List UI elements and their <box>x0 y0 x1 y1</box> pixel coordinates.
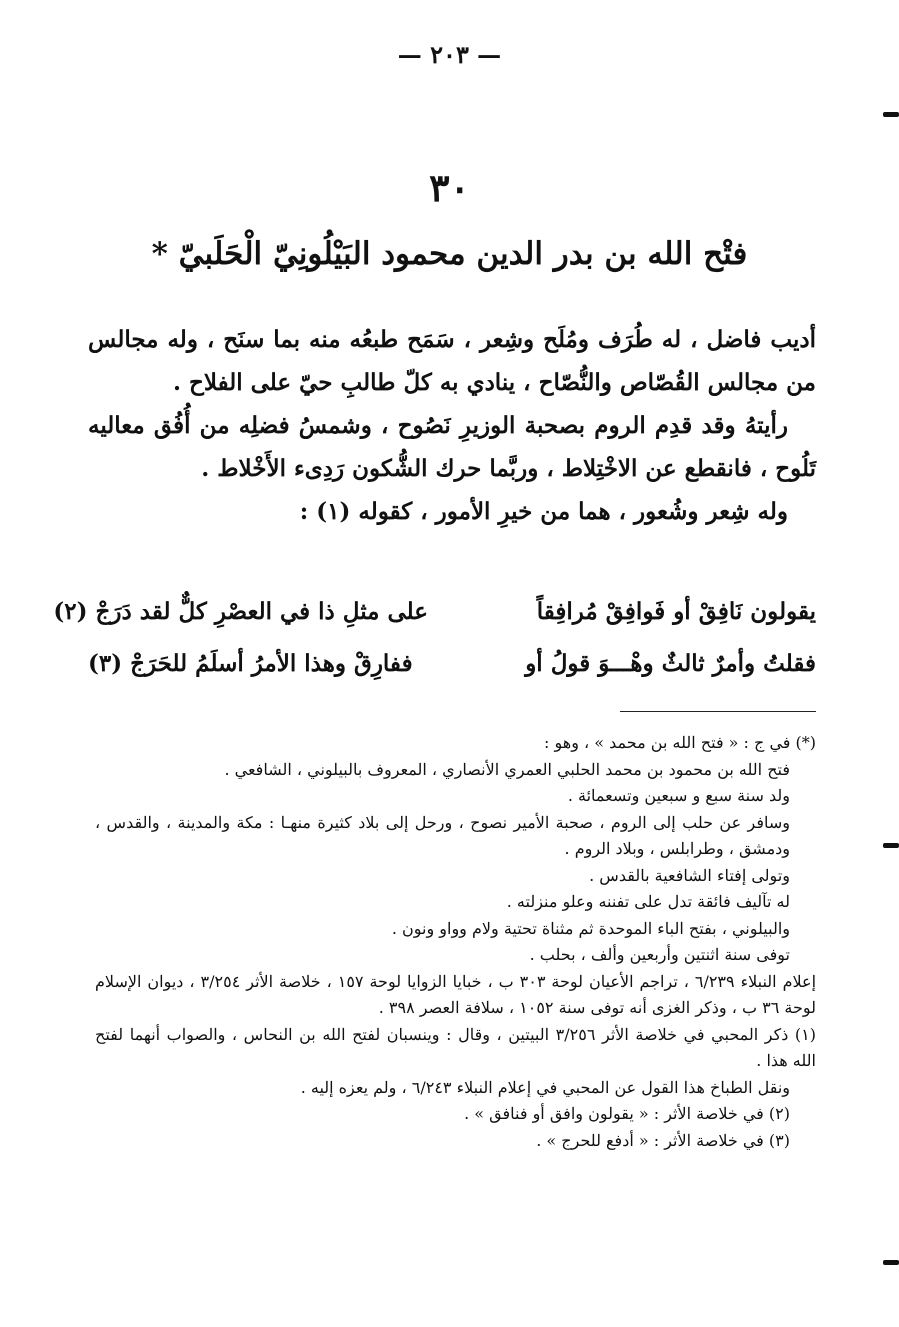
margin-mark <box>883 112 899 117</box>
footnote-line: (٣) في خلاصة الأثر : « أدفع للحرج » . <box>536 1130 790 1150</box>
entry-title: فتْح الله بن بدر الدين محمود البَيْلُونِيّ الْحَلَبيّ * <box>151 236 748 272</box>
footnotes <box>95 730 816 1154</box>
paragraph-2: رأيتهُ وقد قدِم الروم بصحبة الوزيرِ نَصُوح ، وشمسُ فضلِه من أُفُق معاليه تَلُوح ، فانقطع عن الاخْتِلاط ، وربَّما حرك الشُّكون رَدِىء الأَخْلاط . <box>88 412 816 482</box>
footnote-line: ولد سنة سبع و سبعين وتسعمائة . <box>567 786 790 805</box>
footnote-line: توفى سنة اثنتين وأربعين وألف ، بحلب . <box>529 945 790 964</box>
verse-1-second-hemistich: على مثلِ ذا في العصْرِ كلٌّ لقد دَرَجْ (٢) <box>53 598 428 625</box>
verse-2-second-hemistich: ففارِقْ وهذا الأمرُ أسلَمُ للحَرَجْ (٣) <box>88 650 413 677</box>
entry-number: ٣٠ <box>429 165 470 210</box>
footnote-line: (١) ذكر المحبي في خلاصة الأثر ٣/٢٥٦ البيتين ، وقال : وينسبان لفتح الله بن النحاس ، والصواب أنهما لفتح الله هذا . <box>95 1024 817 1070</box>
poem <box>53 586 816 690</box>
footnote-line: له تآليف فائقة تدل على تفننه وعلو منزلته . <box>506 892 790 911</box>
verse-2 <box>88 638 816 690</box>
footnote-line: إعلام النبلاء ٦/٢٣٩ ، تراجم الأعيان لوحة ٣٠٣ ب ، خبايا الزوايا لوحة ١٥٧ ، خلاصة الأثر ٣/٢٥٤ ، ديوان الإسلام لوحة ٣٦ ب ، وذكر الغزى أنه توفى سنة ١٠٥٢ ، سلافة العصر ٣٩٨ . <box>95 971 817 1017</box>
margin-mark <box>883 843 899 848</box>
footnote-separator <box>620 711 816 712</box>
footnote-line: ونقل الطباخ هذا القول عن المحبي في إعلام النبلاء ٦/٢٤٣ ، ولم يعزه إليه . <box>300 1077 790 1097</box>
footnote-line: وسافر عن حلب إلى الروم ، صحبة الأمير نصوح ، ورحل إلى بلاد كثيرة منهـا : مكة والمدينة ، والقدس ، ودمشق ، وطرابلس ، وبلاد الروم . <box>95 812 790 858</box>
footnote-line: (٢) في خلاصة الأثر : « يقولون وافق أو فنافق » . <box>464 1104 790 1123</box>
footnote-line: وتولى إفتاء الشافعية بالقدس . <box>589 865 790 885</box>
footnote-line: والبيلوني ، بفتح الباء الموحدة ثم مثناة تحتية ولام وواو ونون . <box>391 918 790 938</box>
main-text <box>88 318 816 533</box>
footnote-line: (*) في ج : « فتح الله بن محمد » ، وهو : <box>544 733 816 752</box>
footnote-line: فتح الله بن محمود بن محمد الحلبي العمري الأنصاري ، المعروف بالبيلوني ، الشافعي . <box>224 759 790 779</box>
verse-1 <box>53 586 816 638</box>
paragraph-1: أديب فاضل ، له طُرَف ومُلَح وشِعر ، سَمَح طبعُه منه بما سنَح ، وله مجالس من مجالس القُصّاص والنُّصّاح ، ينادي به كلّ طالبِ حيّ على الفلاح . <box>88 326 816 396</box>
verse-2-first-hemistich: فقلتُ وأمرٌ ثالثٌ وهْـــوَ قولُ أو <box>525 650 816 677</box>
paragraph-3: وله شِعر وشُعور ، هما من خيرِ الأمور ، كقوله (١) : <box>299 498 788 525</box>
page-number: — ٢٠٣ — <box>397 40 502 69</box>
verse-1-first-hemistich: يقولون نَافِقْ أو فَوافِقْ مُرافِقاً <box>536 598 816 625</box>
margin-mark <box>883 1260 899 1265</box>
